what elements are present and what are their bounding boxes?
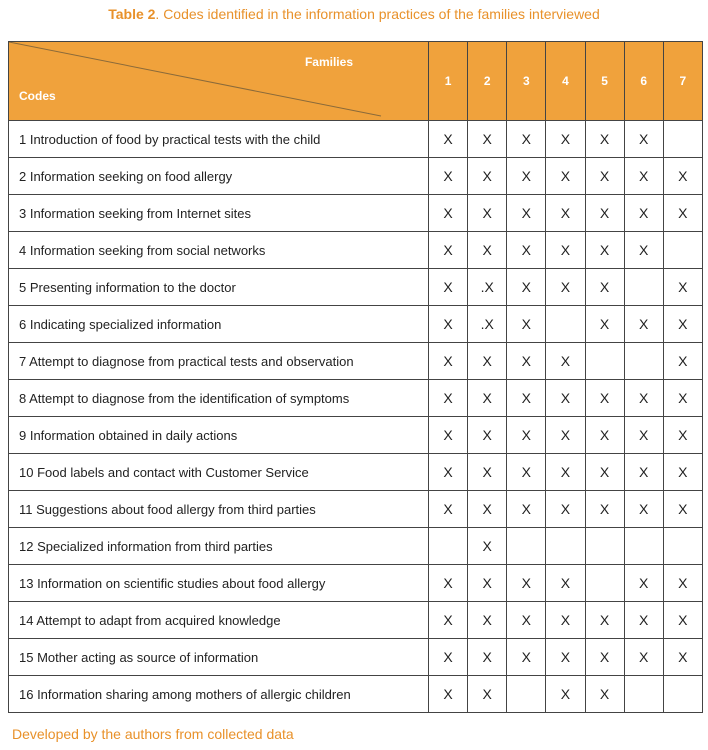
mark-cell: X (429, 565, 468, 602)
mark-cell: X (546, 491, 585, 528)
table-row (9, 565, 703, 602)
mark-cell: X (663, 380, 702, 417)
mark-cell: X (663, 269, 702, 306)
mark-cell: X (429, 676, 468, 713)
mark-cell: X (507, 232, 546, 269)
code-cell: 15 Mother acting as source of information (9, 639, 429, 676)
mark-cell: X (663, 565, 702, 602)
mark-cell (663, 121, 702, 158)
mark-cell (585, 528, 624, 565)
mark-cell (624, 528, 663, 565)
mark-cell: X (546, 380, 585, 417)
family-number-header: 5 (585, 42, 624, 121)
table-body (9, 121, 703, 713)
mark-cell: X (546, 343, 585, 380)
mark-cell: X (585, 454, 624, 491)
mark-cell: X (546, 602, 585, 639)
family-number-header: 6 (624, 42, 663, 121)
mark-cell: X (507, 491, 546, 528)
mark-cell: X (663, 417, 702, 454)
codes-header-label: Codes (19, 89, 56, 103)
mark-cell (624, 343, 663, 380)
mark-cell: X (507, 195, 546, 232)
mark-cell: X (507, 269, 546, 306)
mark-cell: X (507, 158, 546, 195)
mark-cell: X (468, 380, 507, 417)
mark-cell: X (624, 602, 663, 639)
mark-cell: X (585, 195, 624, 232)
table-row (9, 454, 703, 491)
mark-cell (546, 528, 585, 565)
mark-cell: X (585, 676, 624, 713)
code-cell: 16 Information sharing among mothers of allergic children (9, 676, 429, 713)
mark-cell: X (546, 195, 585, 232)
mark-cell: X (429, 491, 468, 528)
mark-cell: X (507, 639, 546, 676)
mark-cell (507, 676, 546, 713)
mark-cell: X (624, 232, 663, 269)
mark-cell: X (429, 158, 468, 195)
family-number-header: 1 (429, 42, 468, 121)
table-row (9, 343, 703, 380)
mark-cell: X (429, 269, 468, 306)
mark-cell: .X (468, 306, 507, 343)
code-cell: 1 Introduction of food by practical tests with the child (9, 121, 429, 158)
mark-cell: X (663, 343, 702, 380)
mark-cell (663, 232, 702, 269)
code-cell: 9 Information obtained in daily actions (9, 417, 429, 454)
mark-cell (624, 676, 663, 713)
mark-cell: X (663, 639, 702, 676)
mark-cell: X (585, 232, 624, 269)
mark-cell: X (468, 528, 507, 565)
table-row (9, 269, 703, 306)
mark-cell: X (585, 491, 624, 528)
family-number-header: 7 (663, 42, 702, 121)
header-row (9, 42, 703, 121)
mark-cell: X (546, 232, 585, 269)
mark-cell: X (429, 306, 468, 343)
mark-cell: X (507, 380, 546, 417)
mark-cell: X (624, 121, 663, 158)
mark-cell: X (585, 380, 624, 417)
mark-cell: X (429, 195, 468, 232)
mark-cell: X (468, 232, 507, 269)
mark-cell: X (624, 639, 663, 676)
mark-cell (624, 269, 663, 306)
mark-cell: X (468, 676, 507, 713)
mark-cell: X (546, 269, 585, 306)
family-number-header: 3 (507, 42, 546, 121)
mark-cell: X (624, 417, 663, 454)
mark-cell (585, 343, 624, 380)
mark-cell: X (429, 380, 468, 417)
code-cell: 4 Information seeking from social networks (9, 232, 429, 269)
code-cell: 3 Information seeking from Internet sites (9, 195, 429, 232)
table-row (9, 639, 703, 676)
mark-cell (507, 528, 546, 565)
mark-cell: X (663, 454, 702, 491)
code-cell: 8 Attempt to diagnose from the identification of symptoms (9, 380, 429, 417)
mark-cell: X (468, 565, 507, 602)
mark-cell: X (624, 380, 663, 417)
mark-cell (585, 565, 624, 602)
mark-cell: X (507, 454, 546, 491)
mark-cell: X (546, 417, 585, 454)
mark-cell: X (624, 454, 663, 491)
mark-cell (429, 528, 468, 565)
mark-cell: X (585, 602, 624, 639)
table-row (9, 195, 703, 232)
table-row (9, 121, 703, 158)
mark-cell: X (468, 639, 507, 676)
mark-cell: X (429, 417, 468, 454)
mark-cell: X (507, 565, 546, 602)
mark-cell: X (624, 491, 663, 528)
mark-cell: X (585, 417, 624, 454)
mark-cell: X (546, 158, 585, 195)
mark-cell: X (468, 343, 507, 380)
code-cell: 2 Information seeking on food allergy (9, 158, 429, 195)
mark-cell: X (507, 417, 546, 454)
table-row (9, 676, 703, 713)
mark-cell: X (585, 306, 624, 343)
table-row (9, 602, 703, 639)
mark-cell: X (507, 343, 546, 380)
mark-cell: X (546, 121, 585, 158)
mark-cell: X (546, 676, 585, 713)
code-cell: 7 Attempt to diagnose from practical tests and observation (9, 343, 429, 380)
mark-cell: X (429, 343, 468, 380)
mark-cell: X (624, 195, 663, 232)
codes-table (8, 41, 703, 713)
table-row (9, 380, 703, 417)
mark-cell: X (429, 232, 468, 269)
table-row (9, 528, 703, 565)
mark-cell: X (663, 158, 702, 195)
source-note: Developed by the authors from collected data (12, 726, 294, 742)
code-cell: 6 Indicating specialized information (9, 306, 429, 343)
table-row (9, 232, 703, 269)
mark-cell: X (663, 306, 702, 343)
mark-cell: X (663, 602, 702, 639)
mark-cell: X (585, 639, 624, 676)
mark-cell: X (585, 158, 624, 195)
mark-cell: X (663, 195, 702, 232)
mark-cell: .X (468, 269, 507, 306)
code-cell: 10 Food labels and contact with Customer Service (9, 454, 429, 491)
mark-cell: X (468, 491, 507, 528)
mark-cell: X (546, 454, 585, 491)
mark-cell: X (468, 602, 507, 639)
mark-cell (663, 528, 702, 565)
mark-cell: X (468, 417, 507, 454)
table-row (9, 491, 703, 528)
code-cell: 14 Attempt to adapt from acquired knowledge (9, 602, 429, 639)
mark-cell: X (507, 602, 546, 639)
code-cell: 5 Presenting information to the doctor (9, 269, 429, 306)
diagonal-divider (9, 42, 429, 120)
mark-cell: X (663, 491, 702, 528)
mark-cell: X (429, 639, 468, 676)
mark-cell: X (585, 121, 624, 158)
mark-cell: X (624, 158, 663, 195)
family-number-header: 4 (546, 42, 585, 121)
mark-cell: X (429, 602, 468, 639)
mark-cell: X (624, 306, 663, 343)
mark-cell: X (546, 639, 585, 676)
table-caption-label: Table 2 (108, 6, 156, 22)
mark-cell: X (468, 195, 507, 232)
table-caption-text: . Codes identified in the information practices of the families interviewed (155, 6, 600, 22)
mark-cell: X (507, 306, 546, 343)
table-row (9, 306, 703, 343)
diagonal-header-cell (9, 42, 429, 121)
mark-cell: X (429, 121, 468, 158)
mark-cell: X (468, 121, 507, 158)
mark-cell: X (546, 565, 585, 602)
mark-cell: X (585, 269, 624, 306)
mark-cell: X (507, 121, 546, 158)
code-cell: 12 Specialized information from third parties (9, 528, 429, 565)
table-caption (0, 6, 708, 22)
code-cell: 13 Information on scientific studies about food allergy (9, 565, 429, 602)
mark-cell: X (429, 454, 468, 491)
mark-cell (546, 306, 585, 343)
code-cell: 11 Suggestions about food allergy from third parties (9, 491, 429, 528)
mark-cell: X (624, 565, 663, 602)
mark-cell (663, 676, 702, 713)
family-number-header: 2 (468, 42, 507, 121)
families-header-label: Families (304, 55, 353, 69)
mark-cell: X (468, 158, 507, 195)
table-row (9, 158, 703, 195)
table-row (9, 417, 703, 454)
mark-cell: X (468, 454, 507, 491)
